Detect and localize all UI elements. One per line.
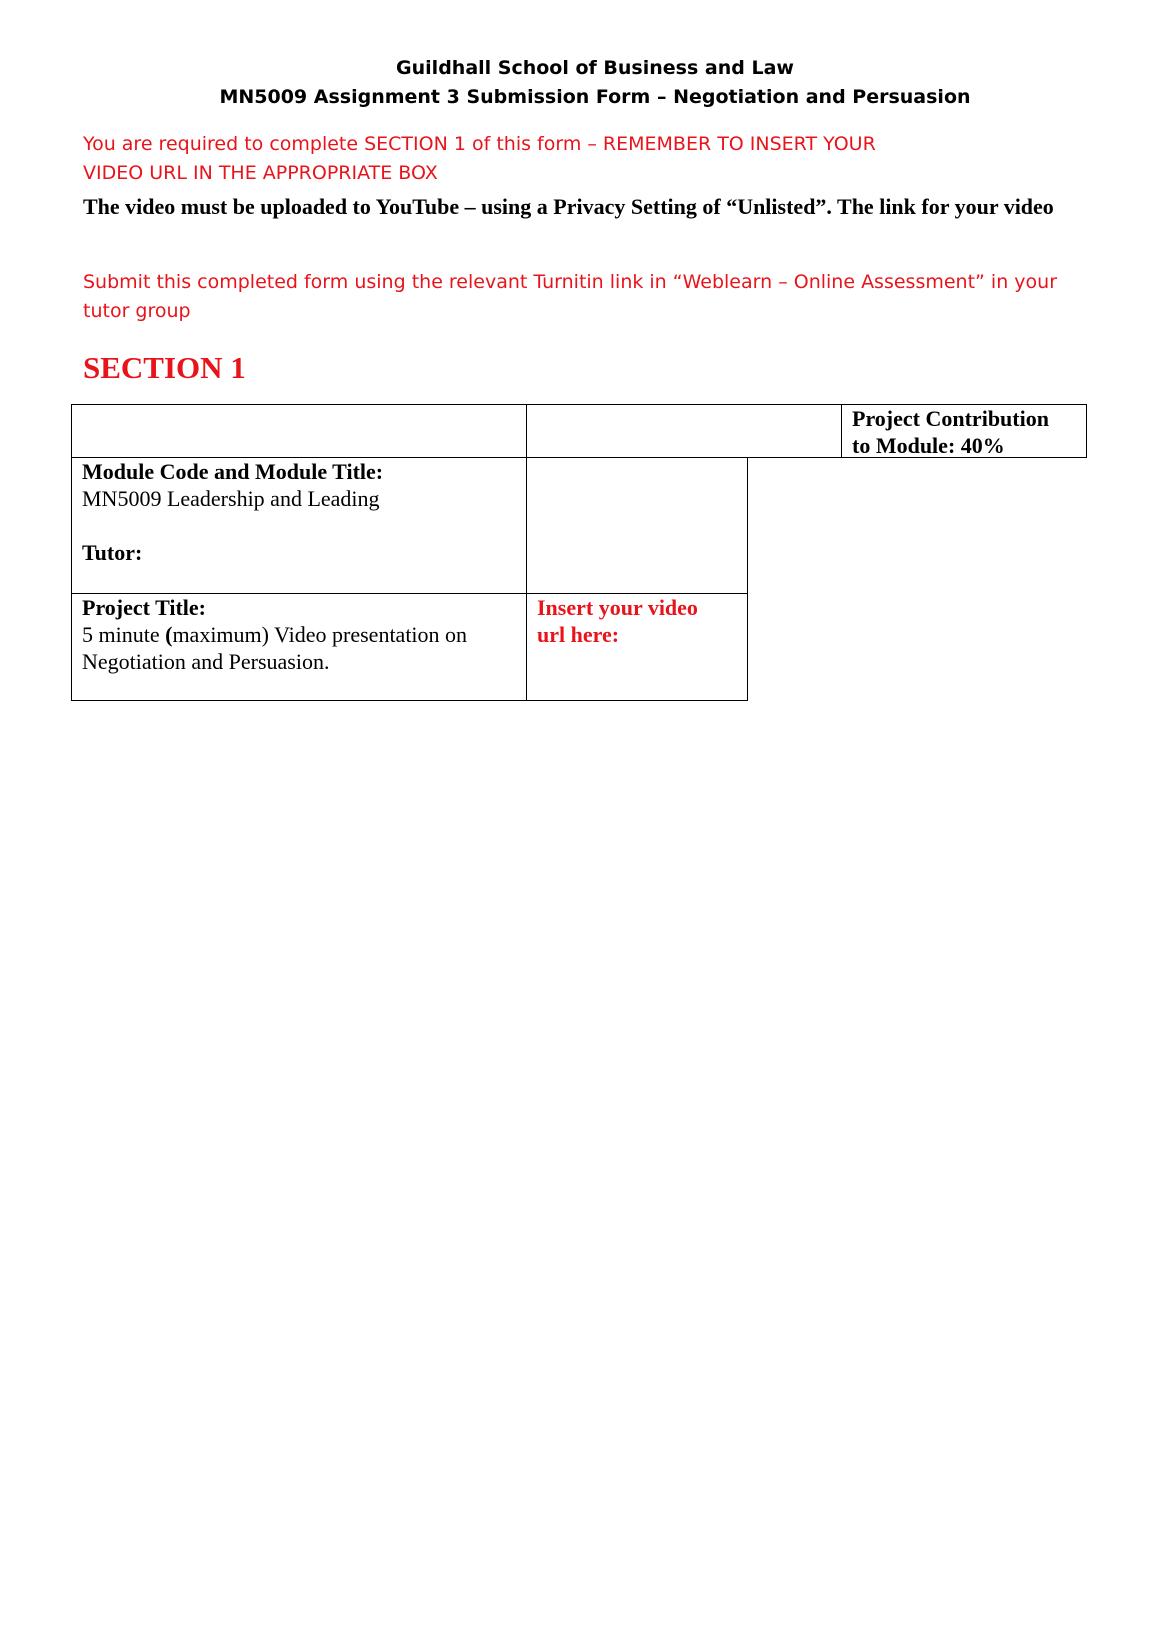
project-value-paren: ( [165, 622, 173, 647]
submit-instruction: Submit this completed form using the relevant Turnitin link in “Weblearn – Online Assessment” in your tutor group [83, 271, 1058, 322]
module-value: MN5009 Leadership and Leading [82, 486, 380, 511]
section-title: SECTION 1 [83, 350, 246, 385]
module-spacer [82, 512, 516, 539]
document-header [0, 54, 1158, 112]
blank-cell-1 [71, 404, 527, 458]
blank-cell-2 [526, 404, 842, 458]
completion-instruction-line2: VIDEO URL IN THE APPROPRIATE BOX [83, 162, 438, 184]
tutor-input-cell[interactable] [526, 457, 748, 594]
project-value-b: maximum) Video presentation on [172, 622, 468, 647]
project-value-line1 [82, 621, 516, 648]
module-cell [71, 457, 527, 594]
contribution-line1: Project Contribution [852, 406, 1049, 431]
youtube-instruction: The video must be uploaded to YouTube – using a Privacy Setting of “Unlisted”. The link for your video [83, 194, 1054, 219]
project-title-cell [71, 593, 527, 701]
project-contribution-cell [841, 404, 1087, 458]
project-value-a: 5 minute [82, 622, 166, 647]
video-url-prompt-line2: url here: [537, 622, 620, 647]
tutor-label: Tutor: [82, 540, 143, 565]
completion-instruction-line1: You are required to complete SECTION 1 of this form – REMEMBER TO INSERT YOUR [83, 133, 876, 155]
project-label: Project Title: [82, 595, 207, 620]
school-name: Guildhall School of Business and Law [396, 57, 794, 79]
project-value-line2: Negotiation and Persuasion. [82, 649, 330, 674]
form-title: MN5009 Assignment 3 Submission Form – Negotiation and Persuasion [219, 86, 971, 108]
contribution-line2: to Module: 40% [852, 433, 1005, 458]
completion-instruction [83, 130, 903, 188]
video-url-cell[interactable] [526, 593, 748, 701]
module-label: Module Code and Module Title: [82, 459, 384, 484]
video-url-prompt-line1: Insert your video [537, 595, 698, 620]
